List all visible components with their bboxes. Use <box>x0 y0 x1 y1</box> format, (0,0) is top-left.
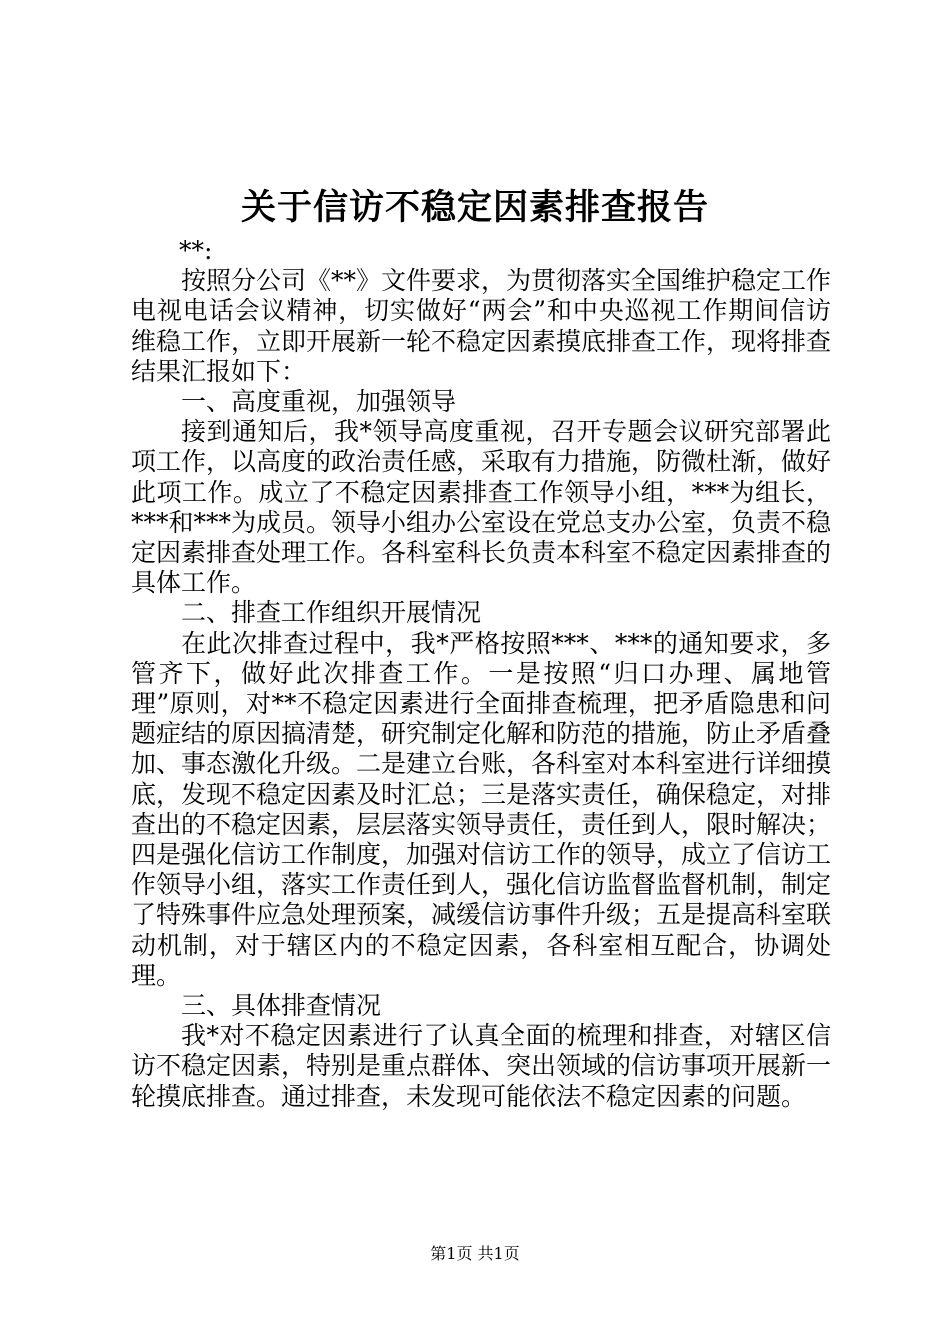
page-number-footer: 第1页 共1页 <box>430 1244 520 1263</box>
paragraph-intro: 按照分公司《**》文件要求，为贯彻落实全国维护稳定工作电视电话会议精神，切实做好“两会”和中央巡视工作期间信访维稳工作，立即开展新一轮不稳定因素摸底排查工作，现将排查结果汇报如下： <box>131 266 832 386</box>
paragraph-section-1: 接到通知后，我*领导高度重视，召开专题会议研究部署此项工作，以高度的政治责任感，采取有力措施，防微杜渐，做好此项工作。成立了不稳定因素排查工作领导小组，***为组长，***和***为成员。领导小组办公室设在党总支办公室，负责不稳定因素排查处理工作。各科室科长负责本科室不稳定因素排查的具体工作。 <box>131 417 832 598</box>
document-body <box>131 236 831 1112</box>
paragraph-section-2: 在此次排查过程中，我*严格按照***、***的通知要求，多管齐下，做好此次排查工作。一是按照“归口办理、属地管理”原则，对**不稳定因素进行全面排查梳理，把矛盾隐患和问题症结的原因搞清楚，研究制定化解和防范的措施，防止矛盾叠加、事态激化升级。二是建立台账，各科室对本科室进行详细摸底，发现不稳定因素及时汇总；三是落实责任，确保稳定，对排查出的不稳定因素，层层落实领导责任，责任到人，限时解决；四是强化信访工作制度，加强对信访工作的领导，成立了信访工作领导小组，落实工作责任到人，强化信访监督监督机制，制定了特殊事件应急处理预案，减缓信访事件升级；五是提高科室联动机制，对于辖区内的不稳定因素，各科室相互配合，协调处理。 <box>131 628 832 990</box>
section-heading-1: 一、高度重视，加强领导 <box>181 387 457 417</box>
section-heading-2: 二、排查工作组织开展情况 <box>181 598 482 628</box>
document-title: 关于信访不稳定因素排查报告 <box>240 187 709 228</box>
paragraph-section-3: 我*对不稳定因素进行了认真全面的梳理和排查，对辖区信访不稳定因素，特别是重点群体、突出领域的信访事项开展新一轮摸底排查。通过排查，未发现可能依法不稳定因素的问题。 <box>131 1021 832 1111</box>
salutation: **: <box>179 236 213 265</box>
section-heading-3: 三、具体排查情况 <box>181 991 382 1021</box>
